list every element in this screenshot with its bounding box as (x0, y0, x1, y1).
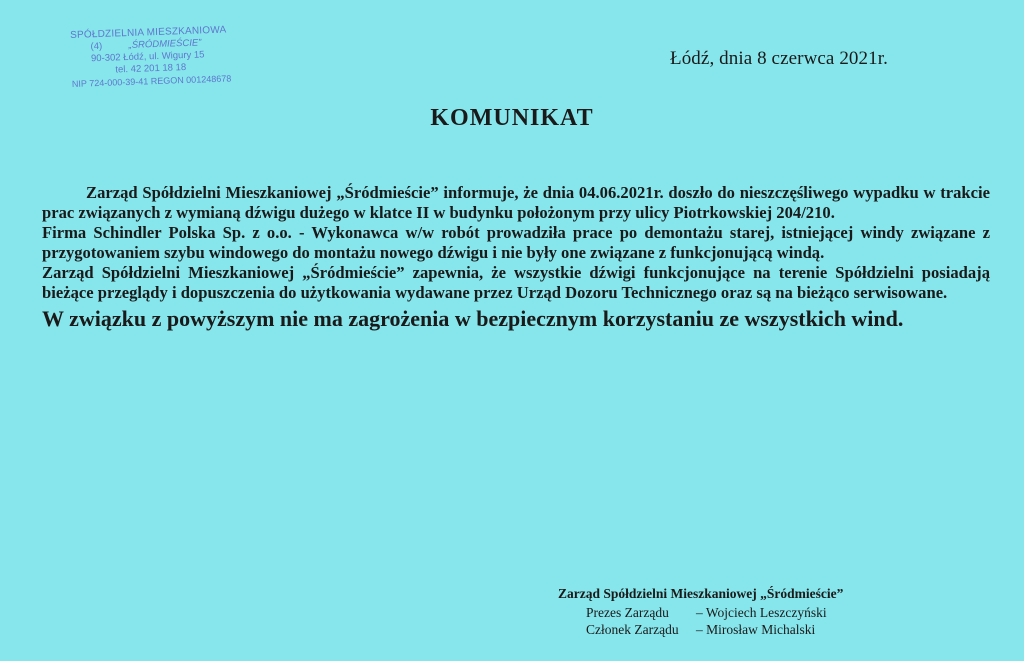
signature-heading: Zarząd Spółdzielni Mieszkaniowej „Śródmieście” (558, 586, 844, 601)
signature-person: – Wojciech Leszczyński (696, 605, 827, 620)
signature-role: Prezes Zarządu (586, 605, 669, 620)
document-date: Łódź, dnia 8 czerwca 2021r. (670, 48, 888, 69)
document-title: KOMUNIKAT (430, 105, 594, 131)
stamp-line-address: 90-302 Łódź, ul. Wigury 15 (90, 49, 205, 65)
paragraph-incident: Zarząd Spółdzielni Mieszkaniowej „Śródmieście” informuje, że dnia 04.06.2021r. doszło do nieszczęśliwego wypadku w trakcie prac związanych z wymianą dźwigu dużego w klatce II w budynku położonym przy ulicy Piotrkowskiej 204/210. (42, 183, 990, 222)
stamp-line-phone: tel. 42 201 18 18 (115, 61, 187, 76)
stamp-subname: „ŚRÓDMIEŚCIE” (128, 37, 202, 51)
signature-row-president (558, 604, 843, 621)
paragraph-assurance: Zarząd Spółdzielni Mieszkaniowej „Śródmieście” zapewnia, że wszystkie dźwigi funkcjonujące na terenie Spółdzielni posiadają bieżące przeglądy i dopuszczenia do użytkowania wydawane przez Urząd Dozoru Technicznego oraz są na bieżąco serwisowane. (42, 263, 990, 302)
paragraph-conclusion: W związku z powyższym nie ma zagrożenia w bezpiecznym korzystaniu ze wszystkich wind. (42, 306, 904, 331)
document-body (42, 183, 990, 332)
signature-role: Członek Zarządu (586, 622, 679, 637)
organization-stamp (70, 24, 252, 90)
stamp-line-name: SPÓŁDZIELNIA MIESZKANIOWA (70, 24, 227, 41)
stamp-line-ids: NIP 724-000-39-41 REGON 001248678 (71, 73, 232, 89)
signature-block (558, 585, 843, 638)
signature-row-member (558, 621, 843, 638)
paragraph-contractor: Firma Schindler Polska Sp. z o.o. - Wykonawca w/w robót prowadziła prace po demontażu starej, istniejącej windy związane z przygotowaniem szybu windowego do montażu nowego dźwigu i nie były one związane z funkcjonującą windą. (42, 223, 990, 262)
stamp-number: (4) (90, 40, 103, 53)
signature-person: – Mirosław Michalski (696, 622, 816, 637)
